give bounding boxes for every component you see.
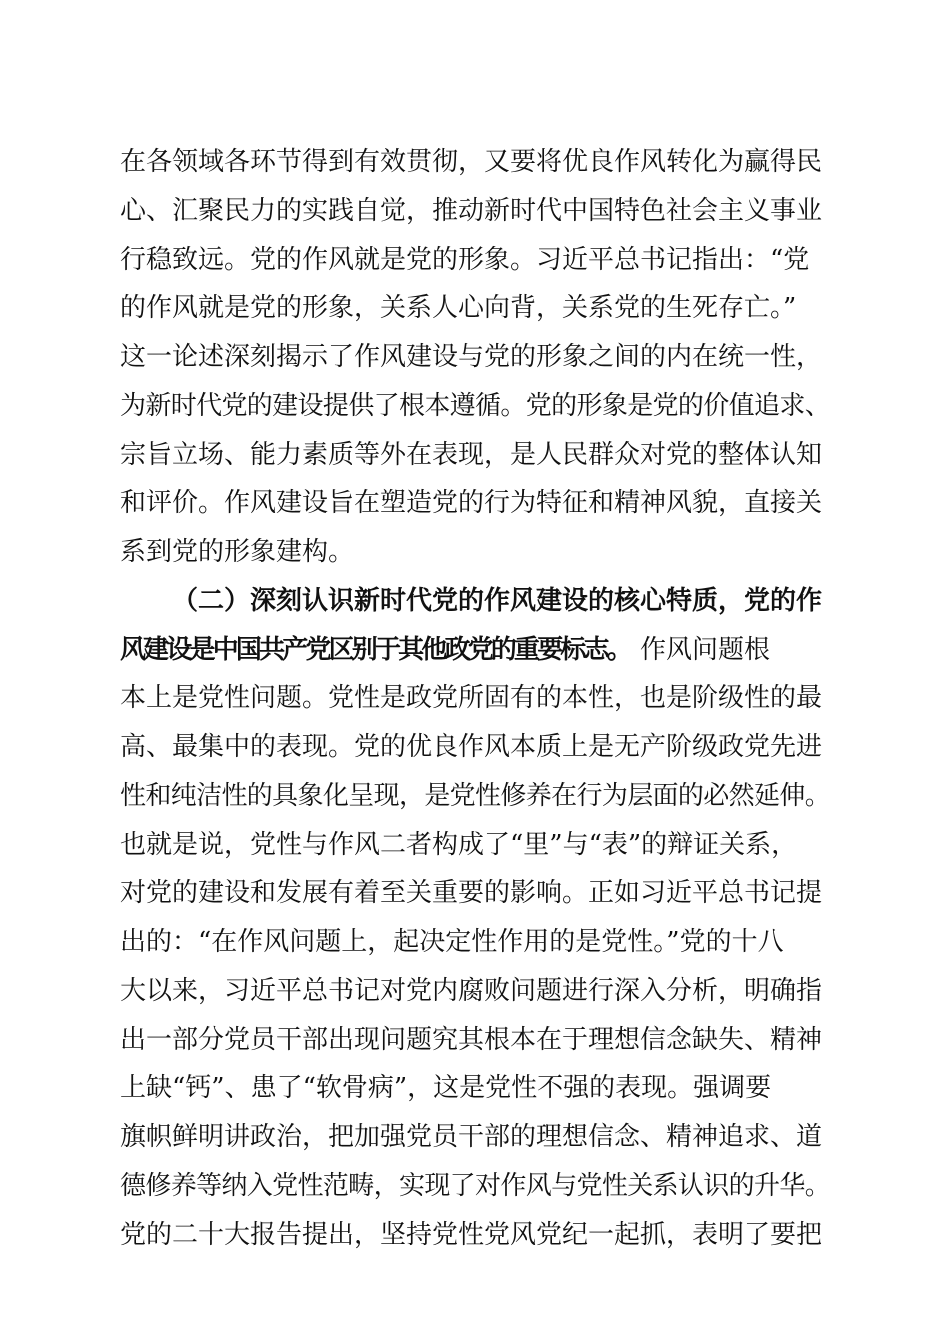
text-line: 作风问题根	[640, 635, 771, 665]
section-heading-cont: 风建设是中国共产党区别于其他政党的重要标志。	[120, 635, 630, 665]
text-line: 性和纯洁性的具象化呈现，是党性修养在行为层面的必然延伸。	[120, 781, 831, 811]
text-line: 在各领域各环节得到有效贯彻，又要将优良作风转化为赢得民	[120, 147, 823, 177]
text-line: 上缺“钙”、患了“软骨病”，这是党性不强的表现。强调要	[120, 1073, 772, 1103]
text-line: 大以来，习近平总书记对党内腐败问题进行深入分析，明确指	[120, 976, 823, 1006]
text-line: 出的：“在作风问题上，起决定性作用的是党性。”党的十八	[120, 927, 784, 957]
text-line: 系到党的形象建构。	[120, 537, 355, 567]
text-line: 对党的建设和发展有着至关重要的影响。正如习近平总书记提	[120, 878, 823, 908]
text-line: 旗帜鲜明讲政治，把加强党员干部的理想信念、精神追求、道	[120, 1122, 823, 1152]
text-line: 和评价。作风建设旨在塑造党的行为特征和精神风貌，直接关	[120, 488, 823, 518]
text-line: 行稳致远。党的作风就是党的形象。习近平总书记指出：“党	[120, 245, 810, 275]
text-line: 这一论述深刻揭示了作风建设与党的形象之间的内在统一性，	[120, 342, 823, 372]
text-line: 党的二十大报告提出，坚持党性党风党纪一起抓，表明了要把	[120, 1220, 823, 1250]
text-line: 高、最集中的表现。党的优良作风本质上是无产阶级政党先进	[120, 732, 823, 762]
text-line: 也就是说，党性与作风二者构成了“里”与“表”的辩证关系，	[120, 830, 798, 860]
text-line: 心、汇聚民力的实践自觉，推动新时代中国特色社会主义事业	[120, 196, 823, 226]
text-line: 的作风就是党的形象，关系人心向背，关系党的生死存亡。”	[120, 293, 797, 323]
text-line: 出一部分党员干部出现问题究其根本在于理想信念缺失、精神	[120, 1025, 823, 1055]
section-heading: （二）深刻认识新时代党的作风建设的核心特质，党的作	[172, 586, 823, 616]
text-line: 宗旨立场、能力素质等外在表现，是人民群众对党的整体认知	[120, 440, 823, 470]
text-line: 德修养等纳入党性范畴，实现了对作风与党性关系认识的升华。	[120, 1171, 831, 1201]
text-line: 为新时代党的建设提供了根本遵循。党的形象是党的价值追求、	[120, 391, 831, 421]
text-line: 本上是党性问题。党性是政党所固有的本性，也是阶级性的最	[120, 683, 823, 713]
